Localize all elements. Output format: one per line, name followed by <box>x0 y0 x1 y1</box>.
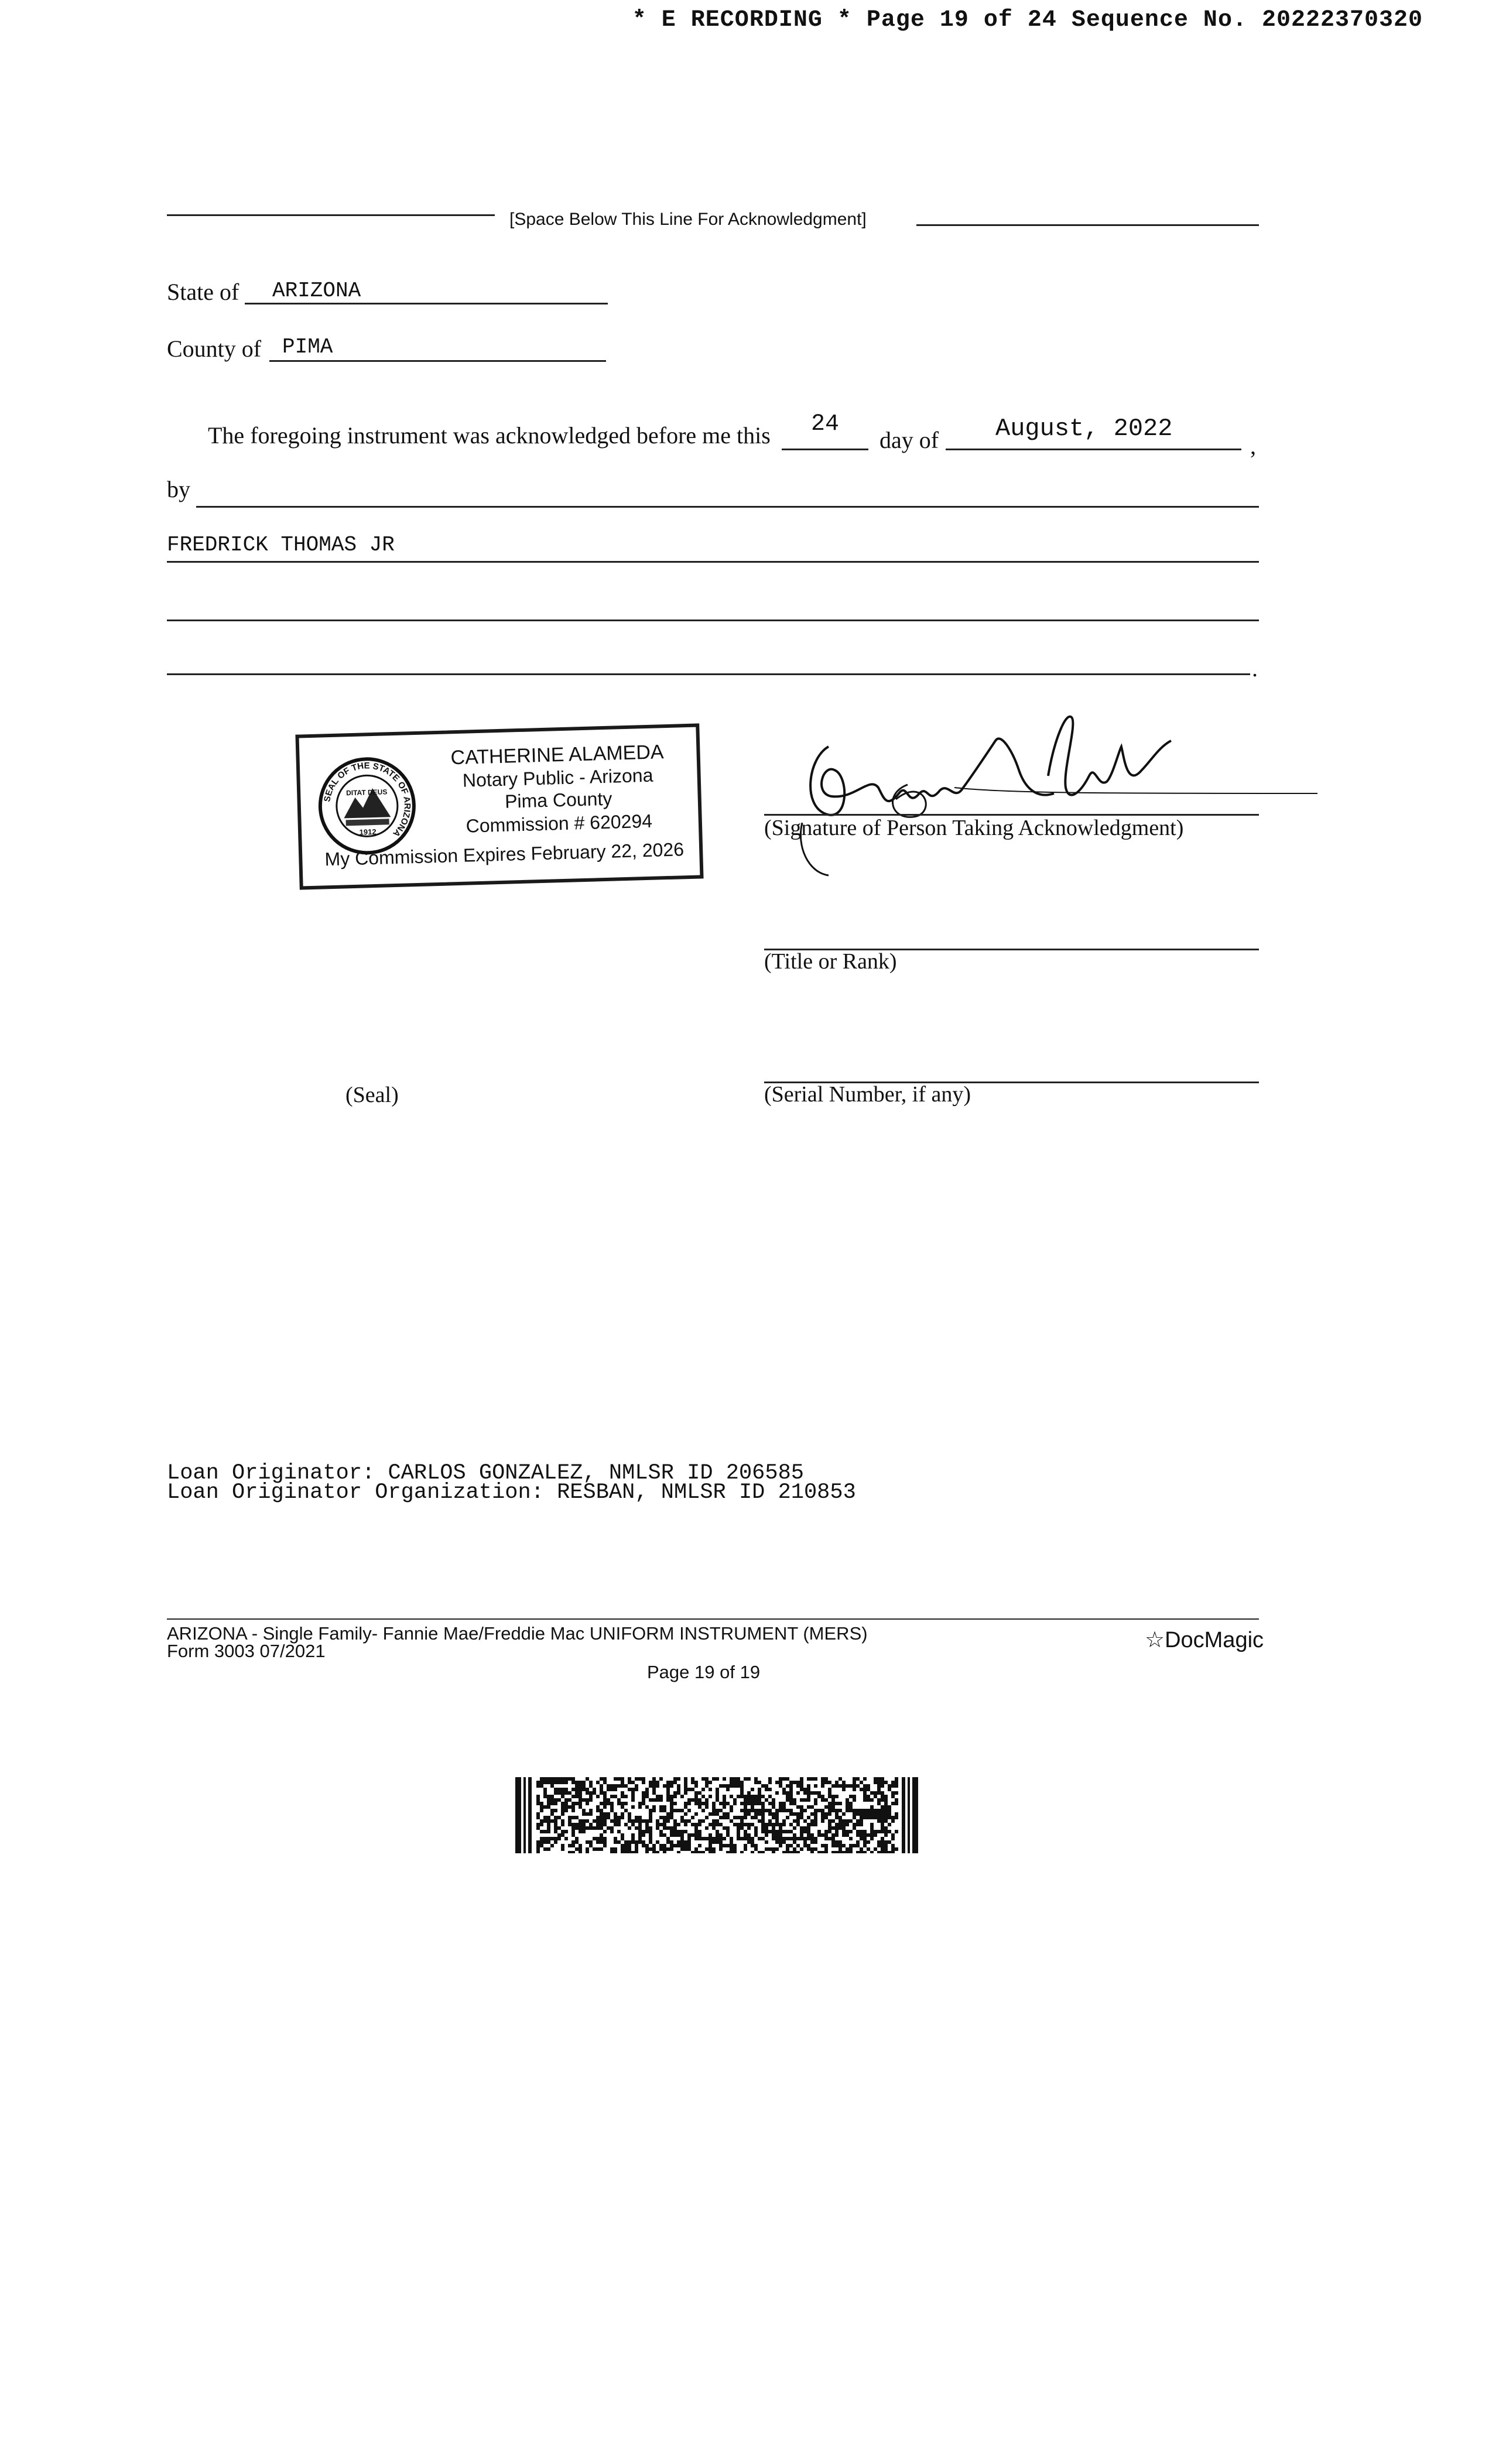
divider-right-rule <box>916 224 1259 226</box>
arizona-state-seal-icon <box>316 755 419 857</box>
state-underline <box>245 303 608 304</box>
docmagic-logo <box>1145 1627 1264 1653</box>
county-underline <box>269 360 606 362</box>
blank-line-2 <box>167 673 1250 675</box>
blank-line-1 <box>167 620 1259 621</box>
month-year-underline <box>946 449 1241 450</box>
footer-page-number: Page 19 of 19 <box>647 1662 761 1682</box>
county-value: PIMA <box>282 335 333 359</box>
notary-signature <box>761 706 1329 893</box>
name-underline <box>167 561 1259 563</box>
notary-county: Pima County <box>504 788 612 812</box>
day-value: 24 <box>811 411 840 437</box>
state-label: State of <box>167 279 239 305</box>
divider-left-rule <box>167 214 495 216</box>
loan-originator-organization: Loan Originator Organization: RESBAN, NMLSR ID 210853 <box>167 1480 856 1505</box>
notary-commission: Commission # 620294 <box>466 810 653 837</box>
seal-year: 1912 <box>359 827 377 837</box>
signature-caption: (Signature of Person Taking Acknowledgment) <box>764 816 1184 840</box>
state-value: ARIZONA <box>272 279 361 303</box>
end-period: . <box>1252 655 1258 682</box>
recording-header: * E RECORDING * Page 19 of 24 Sequence No. 20222370320 <box>632 7 1423 33</box>
by-label: by <box>167 476 190 502</box>
title-rank-caption: (Title or Rank) <box>764 949 897 974</box>
notary-title: Notary Public - Arizona <box>462 764 653 791</box>
month-year-value: August, 2022 <box>995 415 1173 443</box>
loan-originator: Loan Originator: CARLOS GONZALEZ, NMLSR ID 206585 <box>167 1461 804 1486</box>
county-label: County of <box>167 336 262 362</box>
notary-stamp <box>295 723 703 889</box>
notary-expiration: My Commission Expires February 22, 2026 <box>324 839 685 870</box>
by-underline <box>196 506 1259 508</box>
acknowledgment-divider-label: [Space Below This Line For Acknowledgment] <box>509 210 867 229</box>
document-barcode <box>515 1777 919 1853</box>
footer-form-number: Form 3003 07/2021 <box>167 1641 326 1661</box>
trailing-comma: , <box>1250 433 1256 459</box>
seal-caption: (Seal) <box>345 1083 399 1107</box>
docmagic-brand: DocMagic <box>1165 1628 1264 1652</box>
seal-ring-text: SEAL OF THE STATE OF ARIZONA <box>322 761 412 839</box>
foregoing-text: The foregoing instrument was acknowledged before me this <box>208 422 771 449</box>
day-of-text: day of <box>879 427 939 453</box>
footer-rule <box>167 1618 1259 1620</box>
notary-name: CATHERINE ALAMEDA <box>450 741 665 769</box>
seal-motto: DITAT DEUS <box>345 788 388 798</box>
footer-form-title: ARIZONA - Single Family- Fannie Mae/Freddie Mac UNIFORM INSTRUMENT (MERS) <box>167 1623 868 1644</box>
day-underline <box>782 449 868 450</box>
person-name: FREDRICK THOMAS JR <box>167 533 395 557</box>
serial-number-caption: (Serial Number, if any) <box>764 1082 971 1107</box>
star-outline-icon: ☆ <box>1145 1628 1165 1652</box>
